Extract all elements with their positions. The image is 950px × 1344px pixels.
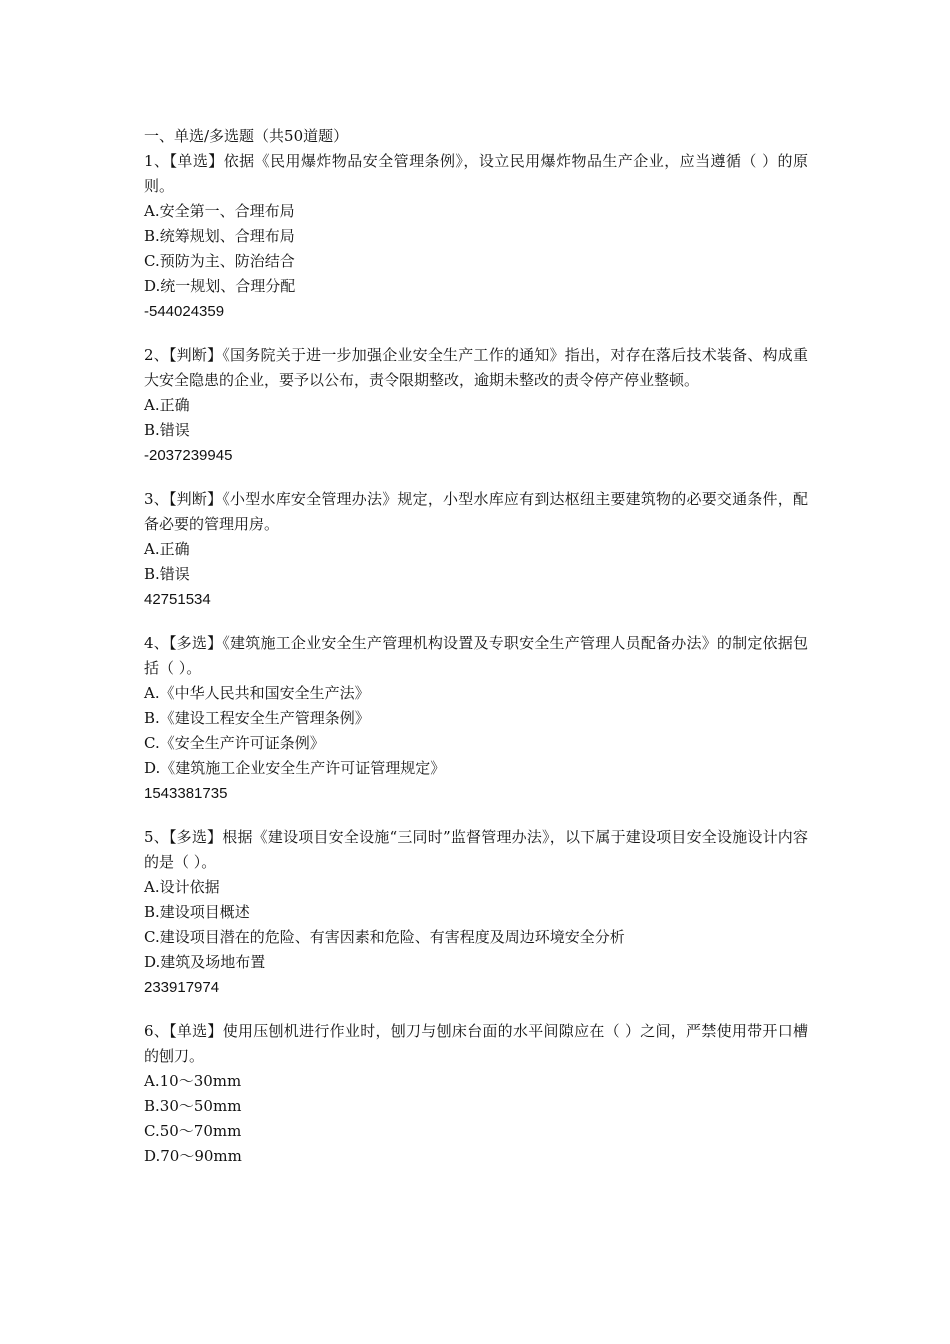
option-c: C.50～70mm	[144, 1122, 242, 1140]
option-a: A.设计依据	[144, 878, 220, 896]
question-code: 233917974	[144, 979, 220, 996]
option-b: B.统筹规划、合理布局	[144, 227, 295, 245]
option-b: B.30～50mm	[144, 1097, 242, 1115]
question-2	[144, 343, 808, 468]
question-stem: 6、【单选】使用压刨机进行作业时，刨刀与刨床台面的水平间隙应在（ ）之间，严禁使用带开口槽的刨刀。	[144, 1022, 808, 1065]
question-6	[144, 1019, 808, 1169]
question-4	[144, 631, 808, 806]
option-b: B.建设项目概述	[144, 903, 250, 921]
option-c: C.《安全生产许可证条例》	[144, 734, 325, 752]
option-a: A.正确	[144, 540, 190, 558]
question-stem: 4、【多选】《建筑施工企业安全生产管理机构设置及专职安全生产管理人员配备办法》的制定依据包括（ ）。	[144, 634, 808, 677]
question-code: -2037239945	[144, 447, 233, 464]
question-stem: 2、【判断】《国务院关于进一步加强企业安全生产工作的通知》指出，对存在落后技术装备、构成重大安全隐患的企业，要予以公布，责令限期整改，逾期未整改的责令停产停业整顿。	[144, 346, 808, 389]
option-d: D.建筑及场地布置	[144, 953, 266, 971]
question-code: 42751534	[144, 591, 211, 608]
question-stem: 1、【单选】依据《民用爆炸物品安全管理条例》，设立民用爆炸物品生产企业，应当遵循（ ）的原则。	[144, 152, 808, 195]
option-c: C.建设项目潜在的危险、有害因素和危险、有害程度及周边环境安全分析	[144, 928, 625, 946]
option-a: A.10～30mm	[144, 1072, 242, 1090]
question-stem: 5、【多选】根据《建设项目安全设施“三同时”监督管理办法》，以下属于建设项目安全设施设计内容的是（ ）。	[144, 828, 808, 871]
option-d: D.《建筑施工企业安全生产许可证管理规定》	[144, 759, 446, 777]
option-c: C.预防为主、防治结合	[144, 252, 295, 270]
option-d: D.统一规划、合理分配	[144, 277, 296, 295]
question-3	[144, 487, 808, 612]
option-a: A.正确	[144, 396, 190, 414]
document-page	[144, 124, 808, 1188]
question-stem: 3、【判断】《小型水库安全管理办法》规定，小型水库应有到达枢纽主要建筑物的必要交通条件，配备必要的管理用房。	[144, 490, 808, 533]
question-1	[144, 149, 808, 324]
option-b: B.错误	[144, 421, 190, 439]
question-code: -544024359	[144, 303, 225, 320]
option-d: D.70～90mm	[144, 1147, 242, 1165]
option-a: A.《中华人民共和国安全生产法》	[144, 684, 370, 702]
question-5	[144, 825, 808, 1000]
question-code: 1543381735	[144, 785, 228, 802]
option-a: A.安全第一、合理布局	[144, 202, 295, 220]
section-title: 一、单选/多选题（共50道题）	[144, 127, 349, 145]
option-b: B.错误	[144, 565, 190, 583]
option-b: B.《建设工程安全生产管理条例》	[144, 709, 370, 727]
